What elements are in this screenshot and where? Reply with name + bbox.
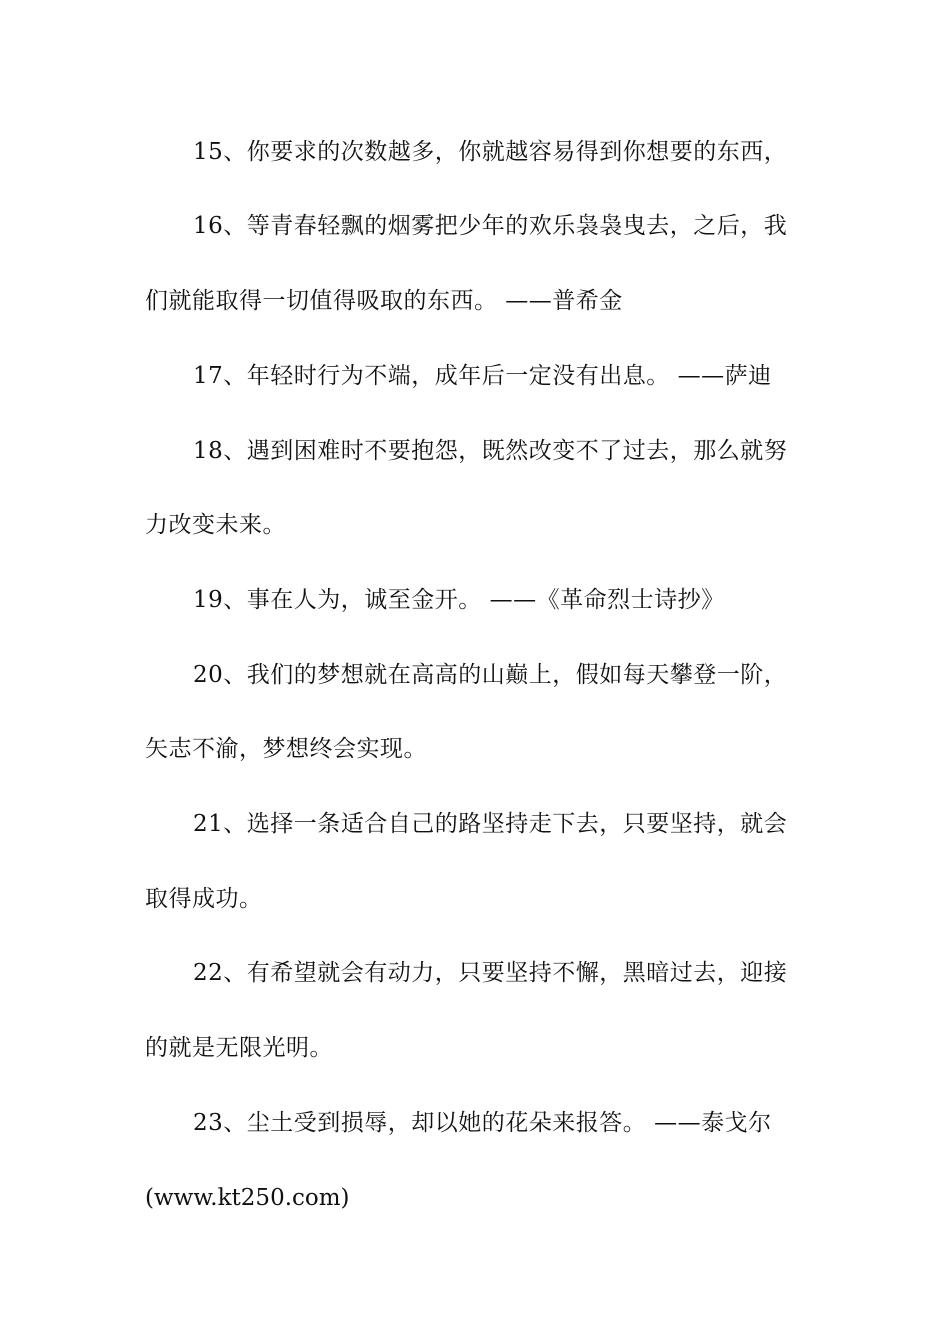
quote-17-line-1: 17、年轻时行为不端，成年后一定没有出息。 ——萨迪 bbox=[193, 363, 772, 389]
quote-18-line-1: 18、遇到困难时不要抱怨，既然改变不了过去，那么就努 bbox=[193, 438, 788, 464]
quote-21-line-1: 21、选择一条适合自己的路坚持走下去，只要坚持，就会 bbox=[193, 811, 788, 837]
quote-19-line-1: 19、事在人为，诚至金开。 ——《革命烈士诗抄》 bbox=[193, 587, 725, 613]
quote-22-line-2: 的就是无限光明。 bbox=[145, 1035, 333, 1061]
quote-20-line-1: 20、我们的梦想就在高高的山巅上，假如每天攀登一阶， bbox=[193, 662, 788, 688]
quote-21-line-2: 取得成功。 bbox=[145, 886, 263, 912]
quote-22-line-1: 22、有希望就会有动力，只要坚持不懈，黑暗过去，迎接 bbox=[193, 960, 788, 986]
source-url: (www.kt250.com) bbox=[145, 1185, 350, 1211]
quote-18-line-2: 力改变未来。 bbox=[145, 512, 286, 538]
quote-23-line-1: 23、尘土受到损辱，却以她的花朵来报答。 ——泰戈尔 bbox=[193, 1110, 772, 1136]
quote-16-line-2: 们就能取得一切值得吸取的东西。 ——普希金 bbox=[145, 288, 623, 314]
quote-15-line-1: 15、你要求的次数越多，你就越容易得到你想要的东西， bbox=[193, 139, 788, 165]
quote-16-line-1: 16、等青春轻飘的烟雾把少年的欢乐袅袅曳去，之后，我 bbox=[193, 213, 788, 239]
quote-20-line-2: 矢志不渝，梦想终会实现。 bbox=[145, 736, 427, 762]
